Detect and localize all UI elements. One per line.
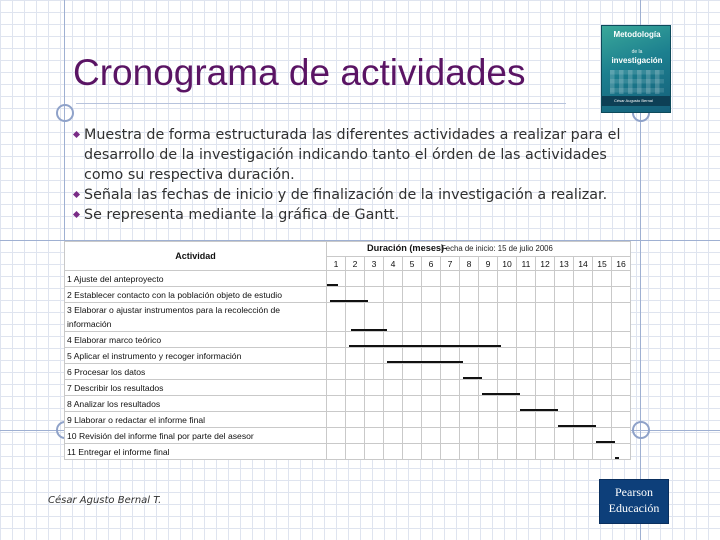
grid-cell xyxy=(327,412,346,428)
grid-cell xyxy=(536,380,555,396)
period-header-5: 5 xyxy=(403,257,422,271)
grid-cell xyxy=(555,271,574,287)
grid-cell xyxy=(498,332,517,348)
grid-cell xyxy=(327,287,346,303)
grid-cell xyxy=(574,287,593,303)
grid-cell xyxy=(441,303,460,332)
grid-cell xyxy=(555,380,574,396)
grid-cell xyxy=(574,396,593,412)
grid-cell xyxy=(422,380,441,396)
grid-cell xyxy=(346,271,365,287)
grid-cell xyxy=(403,444,422,460)
grid-cell xyxy=(422,287,441,303)
grid-cell xyxy=(498,364,517,380)
activity-label: 9 Llaborar o redactar el informe final xyxy=(65,412,327,428)
grid-cell xyxy=(422,348,441,364)
footer-author: César Agusto Bernal T. xyxy=(48,495,162,506)
grid-cell xyxy=(346,332,365,348)
grid-cell xyxy=(365,364,384,380)
grid-cell xyxy=(498,348,517,364)
period-header-7: 7 xyxy=(441,257,460,271)
grid-cell xyxy=(422,364,441,380)
grid-cell xyxy=(365,348,384,364)
period-header-6: 6 xyxy=(422,257,441,271)
table-row xyxy=(65,380,631,396)
grid-cell xyxy=(422,303,441,332)
grid-cell xyxy=(555,412,574,428)
grid-cell xyxy=(612,380,631,396)
period-header-15: 15 xyxy=(593,257,612,271)
grid-cell xyxy=(517,287,536,303)
grid-cell xyxy=(460,380,479,396)
grid-cell xyxy=(574,348,593,364)
activity-label: 3 Elaborar o ajustar instrumentos para la recolección de información xyxy=(65,303,327,332)
table-row xyxy=(65,303,631,332)
period-header-11: 11 xyxy=(517,257,536,271)
grid-cell xyxy=(574,444,593,460)
grid-cell xyxy=(441,287,460,303)
grid-cell xyxy=(346,303,365,332)
grid-cell xyxy=(441,380,460,396)
grid-cell xyxy=(460,348,479,364)
grid-cell xyxy=(384,287,403,303)
grid-cell xyxy=(441,396,460,412)
bullet-text: Muestra de forma estructurada las diferentes actividades a realizar para el desarrollo de la investigación indicando tanto el órden de las actividades como su respectiva duración. xyxy=(84,127,621,183)
grid-cell xyxy=(384,271,403,287)
activity-label: 2 Establecer contacto con la población objeto de estudio xyxy=(65,287,327,303)
grid-cell xyxy=(365,380,384,396)
grid-cell xyxy=(403,380,422,396)
grid-cell xyxy=(612,287,631,303)
header-activity: Actividad xyxy=(65,242,327,271)
frame-ring-bottom-right xyxy=(632,421,650,439)
header-start-date: Fecha de inicio: 15 de julio 2006 xyxy=(441,244,553,253)
grid-cell xyxy=(479,348,498,364)
book-pattern xyxy=(610,70,664,94)
grid-cell xyxy=(498,271,517,287)
grid-cell xyxy=(593,428,612,444)
grid-cell xyxy=(593,348,612,364)
bullet-item xyxy=(74,205,634,225)
grid-cell xyxy=(612,348,631,364)
table-row xyxy=(65,287,631,303)
period-header-8: 8 xyxy=(460,257,479,271)
grid-cell xyxy=(460,444,479,460)
grid-cell xyxy=(536,428,555,444)
grid-cell xyxy=(593,303,612,332)
grid-cell xyxy=(441,332,460,348)
grid-cell xyxy=(498,396,517,412)
grid-cell xyxy=(593,380,612,396)
book-title-line2: investigación xyxy=(611,56,663,65)
grid-cell xyxy=(536,396,555,412)
grid-cell xyxy=(498,412,517,428)
grid-cell xyxy=(555,364,574,380)
period-header-16: 16 xyxy=(612,257,631,271)
grid-cell xyxy=(403,412,422,428)
grid-cell xyxy=(403,396,422,412)
period-header-10: 10 xyxy=(498,257,517,271)
header-duration: Duración (meses)- xyxy=(367,243,448,253)
title-underline xyxy=(76,103,566,104)
period-header-3: 3 xyxy=(365,257,384,271)
grid-cell xyxy=(555,348,574,364)
grid-cell xyxy=(536,364,555,380)
grid-cell xyxy=(327,303,346,332)
grid-cell xyxy=(612,303,631,332)
grid-cell xyxy=(536,332,555,348)
grid-cell xyxy=(593,287,612,303)
grid-cell xyxy=(327,396,346,412)
grid-cell xyxy=(327,332,346,348)
grid-cell xyxy=(384,412,403,428)
grid-cell xyxy=(536,348,555,364)
grid-cell xyxy=(574,380,593,396)
grid-cell xyxy=(460,332,479,348)
grid-cell xyxy=(346,364,365,380)
grid-cell xyxy=(346,380,365,396)
grid-cell xyxy=(612,364,631,380)
grid-cell xyxy=(441,348,460,364)
grid-cell xyxy=(460,396,479,412)
grid-cell xyxy=(441,271,460,287)
grid-cell xyxy=(612,412,631,428)
book-author: César Augusto Bernal xyxy=(614,98,653,103)
header-duration-cell xyxy=(327,242,631,257)
grid-cell xyxy=(536,444,555,460)
grid-cell xyxy=(593,364,612,380)
period-header-2: 2 xyxy=(346,257,365,271)
grid-cell xyxy=(593,412,612,428)
grid-cell xyxy=(460,303,479,332)
activity-label: 4 Elaborar marco teórico xyxy=(65,332,327,348)
grid-cell xyxy=(365,412,384,428)
grid-cell xyxy=(536,271,555,287)
grid-cell xyxy=(384,364,403,380)
grid-cell xyxy=(498,303,517,332)
grid-cell xyxy=(479,428,498,444)
grid-cell xyxy=(327,364,346,380)
table-row xyxy=(65,364,631,380)
grid-cell xyxy=(479,364,498,380)
grid-cell xyxy=(365,303,384,332)
activity-label: 1 Ajuste del anteproyecto xyxy=(65,271,327,287)
grid-cell xyxy=(555,428,574,444)
grid-cell xyxy=(498,444,517,460)
grid-cell xyxy=(384,428,403,444)
grid-cell xyxy=(517,364,536,380)
grid-cell xyxy=(422,444,441,460)
grid-cell xyxy=(422,332,441,348)
grid-cell xyxy=(555,444,574,460)
grid-cell xyxy=(517,396,536,412)
table-row xyxy=(65,428,631,444)
grid-cell xyxy=(460,412,479,428)
grid-cell xyxy=(327,428,346,444)
grid-cell xyxy=(574,428,593,444)
pearson-logo xyxy=(599,479,669,524)
grid-cell xyxy=(327,380,346,396)
grid-cell xyxy=(403,332,422,348)
bullet-list xyxy=(74,125,634,225)
grid-cell xyxy=(422,271,441,287)
grid-cell xyxy=(612,271,631,287)
grid-cell xyxy=(536,287,555,303)
table-row xyxy=(65,332,631,348)
grid-cell xyxy=(422,412,441,428)
grid-cell xyxy=(441,428,460,444)
grid-cell xyxy=(403,428,422,444)
grid-cell xyxy=(346,444,365,460)
grid-cell xyxy=(555,303,574,332)
period-header-13: 13 xyxy=(555,257,574,271)
grid-cell xyxy=(517,428,536,444)
grid-cell xyxy=(403,364,422,380)
grid-cell xyxy=(593,271,612,287)
grid-cell xyxy=(574,412,593,428)
grid-cell xyxy=(612,428,631,444)
grid-cell xyxy=(536,412,555,428)
activity-label: 11 Entregar el informe final xyxy=(65,444,327,460)
grid-cell xyxy=(365,396,384,412)
grid-cell xyxy=(346,348,365,364)
book-cover-image xyxy=(601,25,671,113)
grid-cell xyxy=(498,380,517,396)
grid-cell xyxy=(555,332,574,348)
grid-cell xyxy=(555,396,574,412)
grid-cell xyxy=(479,412,498,428)
grid-cell xyxy=(593,332,612,348)
bullet-diamond-icon xyxy=(73,191,80,198)
grid-cell xyxy=(517,348,536,364)
bullet-text: Señala las fechas de inicio y de finalización de la investigación a realizar. xyxy=(84,187,608,203)
grid-cell xyxy=(384,303,403,332)
grid-cell xyxy=(460,271,479,287)
grid-cell xyxy=(365,332,384,348)
grid-cell xyxy=(441,364,460,380)
table-row xyxy=(65,271,631,287)
grid-cell xyxy=(517,412,536,428)
table-row xyxy=(65,444,631,460)
grid-cell xyxy=(536,303,555,332)
grid-cell xyxy=(422,428,441,444)
frame-ring-top-left xyxy=(56,104,74,122)
grid-cell xyxy=(574,364,593,380)
grid-cell xyxy=(479,396,498,412)
grid-cell xyxy=(517,332,536,348)
grid-cell xyxy=(574,303,593,332)
grid-cell xyxy=(365,444,384,460)
period-header-9: 9 xyxy=(479,257,498,271)
grid-cell xyxy=(327,444,346,460)
grid-cell xyxy=(422,396,441,412)
grid-cell xyxy=(384,380,403,396)
grid-cell xyxy=(327,271,346,287)
activity-label: 6 Procesar los datos xyxy=(65,364,327,380)
grid-cell xyxy=(479,287,498,303)
grid-cell xyxy=(346,396,365,412)
book-title: Metodología xyxy=(613,30,661,39)
grid-cell xyxy=(327,348,346,364)
grid-cell xyxy=(612,396,631,412)
book-subtitle: de la xyxy=(631,49,643,55)
period-header-4: 4 xyxy=(384,257,403,271)
grid-cell xyxy=(479,271,498,287)
grid-cell xyxy=(460,287,479,303)
logo-line1: Pearson xyxy=(615,485,653,499)
grid-cell xyxy=(384,332,403,348)
grid-cell xyxy=(403,271,422,287)
activity-label: 10 Revisión del informe final por parte del asesor xyxy=(65,428,327,444)
table-row xyxy=(65,396,631,412)
period-header-1: 1 xyxy=(327,257,346,271)
grid-cell xyxy=(346,412,365,428)
grid-cell xyxy=(346,287,365,303)
grid-cell xyxy=(460,364,479,380)
grid-cell xyxy=(555,287,574,303)
bullet-text: Se representa mediante la gráfica de Gantt. xyxy=(84,207,400,223)
grid-cell xyxy=(384,444,403,460)
grid-cell xyxy=(403,348,422,364)
bullet-item xyxy=(74,185,634,205)
grid-cell xyxy=(365,271,384,287)
activity-label: 5 Aplicar el instrumento y recoger información xyxy=(65,348,327,364)
grid-cell xyxy=(517,444,536,460)
grid-cell xyxy=(479,444,498,460)
activity-label: 8 Analizar los resultados xyxy=(65,396,327,412)
gantt-chart-table xyxy=(64,241,631,460)
grid-cell xyxy=(441,444,460,460)
grid-cell xyxy=(384,348,403,364)
grid-cell xyxy=(365,287,384,303)
grid-cell xyxy=(460,428,479,444)
slide-title: Cronograma de actividades xyxy=(73,52,526,93)
grid-cell xyxy=(574,271,593,287)
grid-cell xyxy=(498,428,517,444)
bullet-item xyxy=(74,125,634,185)
grid-cell xyxy=(403,303,422,332)
grid-cell xyxy=(498,287,517,303)
grid-cell xyxy=(346,428,365,444)
grid-cell xyxy=(517,380,536,396)
table-row xyxy=(65,348,631,364)
period-header-12: 12 xyxy=(536,257,555,271)
grid-cell xyxy=(479,380,498,396)
bullet-diamond-icon xyxy=(73,211,80,218)
period-header-14: 14 xyxy=(574,257,593,271)
grid-cell xyxy=(593,396,612,412)
grid-cell xyxy=(479,303,498,332)
grid-cell xyxy=(517,303,536,332)
grid-cell xyxy=(612,444,631,460)
grid-cell xyxy=(365,428,384,444)
grid-cell xyxy=(574,332,593,348)
grid-cell xyxy=(479,332,498,348)
bullet-diamond-icon xyxy=(73,131,80,138)
grid-cell xyxy=(517,271,536,287)
table-row xyxy=(65,412,631,428)
grid-cell xyxy=(612,332,631,348)
logo-line2: Educación xyxy=(608,501,660,515)
activity-label: 7 Describir los resultados xyxy=(65,380,327,396)
grid-cell xyxy=(593,444,612,460)
grid-cell xyxy=(441,412,460,428)
grid-cell xyxy=(384,396,403,412)
grid-cell xyxy=(403,287,422,303)
